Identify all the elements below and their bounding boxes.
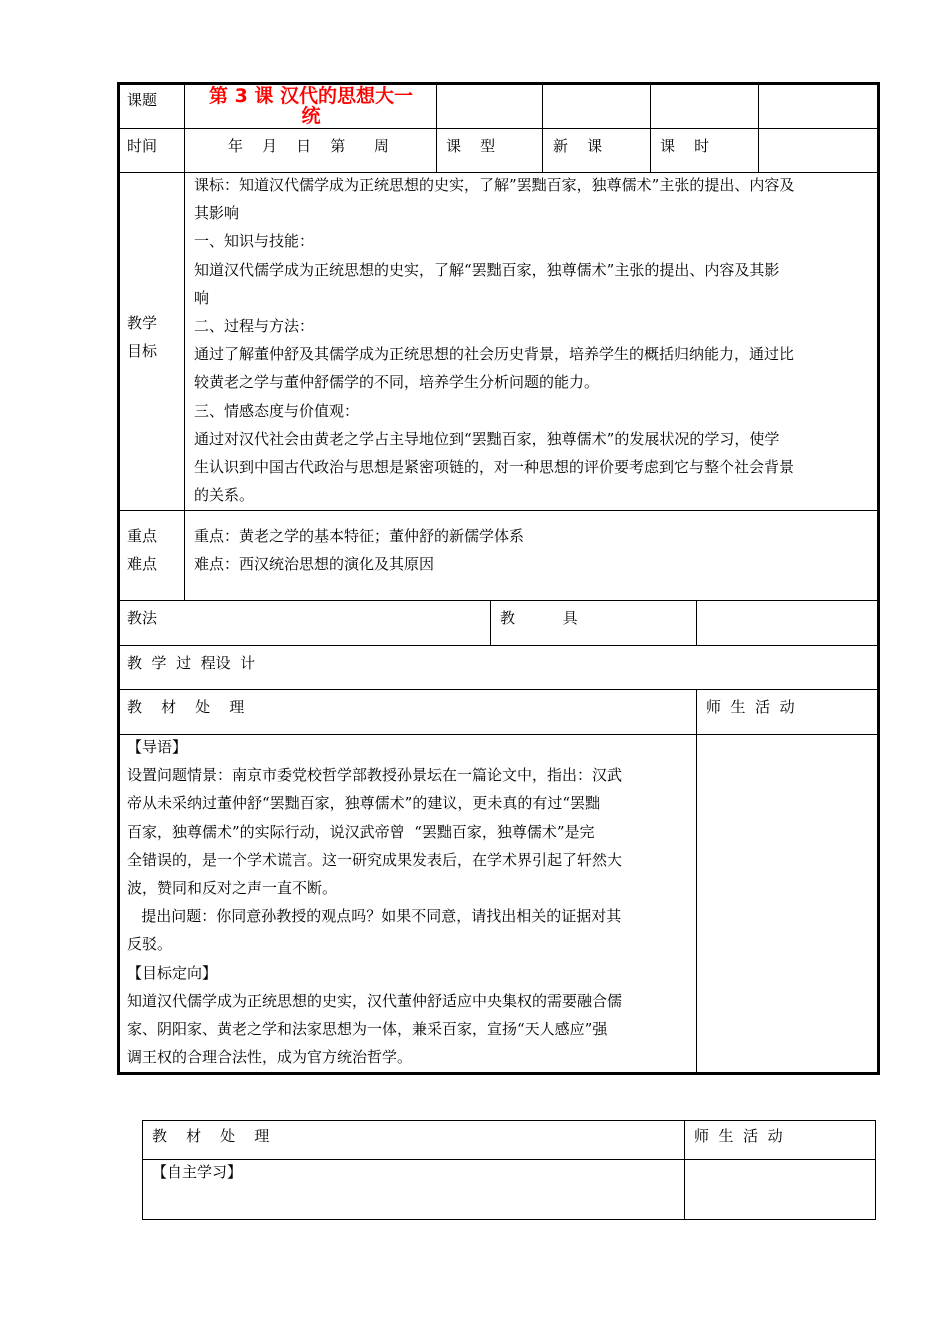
rule [490,600,491,646]
activity-header-2: 师 生 活 动 [694,1127,783,1145]
lesson-title-line2: 统 [301,105,321,127]
key-point: 重点：黄老之学的基本特征；董仲舒的新儒学体系 [194,527,525,545]
time-label: 时间 [127,137,158,155]
rule [117,128,880,129]
objectives-text [194,171,794,509]
rule [684,1120,685,1220]
rule [696,600,697,646]
objective-line: 的关系。 [194,486,255,505]
method-label: 教法 [127,609,158,627]
rule [184,82,185,601]
table-border-right [877,82,880,1075]
rule [117,510,880,511]
content-line: 【导语】 [127,738,188,756]
process-title: 教 学 过 程设 计 [127,654,256,672]
tools-label: 教 具 [500,609,578,627]
self-study-label: 【自主学习】 [152,1163,243,1181]
objectives-label [127,309,157,365]
rule [875,1120,876,1220]
rule [542,82,543,173]
difficult-point: 难点：西汉统治思想的演化及其原因 [194,555,435,573]
objective-line: 较黄老之学与董仲舒儒学的不同，培养学生分析问题的能力。 [194,373,600,392]
objective-line: 二、过程与方法： [194,317,315,336]
type-value: 新 课 [553,137,603,155]
rule [117,600,880,601]
type-label: 课 型 [446,137,496,155]
rule [696,689,697,1073]
objective-line: 知道汉代儒学成为正统思想的史实，了解“罢黜百家，独尊儒术”主张的提出、内容及其影 [194,260,780,279]
content-line: 波，赞同和反对之声一直不断。 [127,879,338,898]
table-border-left [117,82,120,1075]
rule [142,1159,876,1160]
rule [758,82,759,173]
content-line: 反驳。 [127,935,173,954]
content-line: 百家，独尊儒术”的实际行动，说汉武帝曾 “罢黜百家，独尊儒术”是完 [127,822,595,841]
key-points-label-line1: 重点 [127,527,158,545]
objective-line: 其影响 [194,204,240,223]
content-line: 帝从未采纳过董仲舒“罢黜百家，独尊儒术”的建议，更未真的有过“罢黜 [127,794,601,813]
lesson-label: 课题 [127,91,158,109]
objective-line: 课标：知道汉代儒学成为正统思想的史实，了解”罢黜百家，独尊儒术”主张的提出、内容及 [194,176,795,194]
content-line: 设置问题情景：南京市委党校哲学部教授孙景坛在一篇论文中，指出：汉武 [127,766,623,785]
key-points-text [194,522,524,578]
content-line: 调王权的合理合法性，成为官方统治哲学。 [127,1048,413,1067]
objective-line: 通过了解董仲舒及其儒学成为正统思想的社会历史背景，培养学生的概括归纳能力，通过比 [194,345,795,364]
lesson-title [186,86,436,126]
table-border-bottom [117,1072,880,1075]
key-points-label-line2: 难点 [127,555,158,573]
rule [117,645,880,646]
material-header: 教 材 处 理 [127,698,245,716]
content-line: 【目标定向】 [127,963,218,982]
rule [650,82,651,173]
rule [142,1120,876,1121]
objectives-label-line1: 教学 [127,314,158,332]
objectives-label-line2: 目标 [127,342,158,360]
activity-header: 师 生 活 动 [706,698,795,716]
rule [142,1219,876,1220]
rule [117,689,880,690]
key-points-label [127,522,157,578]
objective-line: 通过对汉代社会由黄老之学占主导地位到“罢黜百家，独尊儒术”的发展状况的学习，使学 [194,429,780,448]
continuation-table [0,1110,950,1230]
content-line: 提出问题：你同意孙教授的观点吗？如果不同意，请找出相关的证据对其 [127,907,622,926]
rule [436,82,437,173]
period-label: 课 时 [660,137,710,155]
content-line: 知道汉代儒学成为正统思想的史实，汉代董仲舒适应中央集权的需要融合儒 [127,991,623,1010]
process-content [127,733,622,1071]
objective-line: 一、知识与技能： [194,232,315,251]
objective-line: 响 [194,288,210,307]
objective-line: 三、情感态度与价值观： [194,401,360,420]
date-field: 年 月 日 第 周 [228,137,389,155]
content-line: 家、阴阳家、黄老之学和法家思想为一体，兼采百家，宣扬“天人感应”强 [127,1020,608,1039]
material-header-2: 教 材 处 理 [152,1127,270,1145]
content-line: 全错误的，是一个学术谎言。这一研究成果发表后，在学术界引起了轩然大 [127,850,623,869]
objective-line: 生认识到中国古代政治与思想是紧密项链的，对一种思想的评价要考虑到它与整个社会背景 [194,458,795,477]
rule [142,1120,143,1220]
lesson-title-line1: 第 3 课 汉代的思想大一 [208,85,414,107]
